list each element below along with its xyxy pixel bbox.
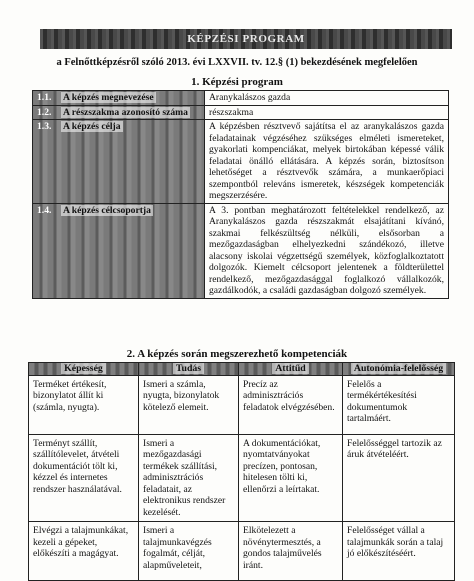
- document-subtitle: a Felnőttképzésről szóló 2013. évi LXXVII. tv. 12.§ (1) bekezdésének megfelelően: [56, 57, 418, 68]
- table-cell: Felelősséggel tartozik az áruk átvételéért.: [343, 434, 455, 522]
- row-key: 1.2. A részszakma azonosító száma: [33, 105, 205, 120]
- row-key: 1.1. A képzés megnevezése: [33, 91, 205, 106]
- header-row: [29, 363, 455, 376]
- row-key: 1.4. A képzés célcsoportja: [33, 203, 205, 298]
- program-table: [32, 90, 449, 299]
- table-row: [33, 91, 449, 106]
- table-row: [33, 203, 449, 298]
- table-cell: Ismeri a mezőgazdasági termékek szállítási, adminisztrációs feladatait, az elektronikus rendszer kezelését.: [139, 434, 239, 522]
- table-row: [33, 120, 449, 204]
- competency-table: [28, 362, 455, 581]
- section2-title: 2. A képzés során megszerezhető kompetenciák: [126, 348, 348, 360]
- table-cell: Terményt szállít, szállítólevelet, átvételi dokumentációt tölt ki, kézzel és internetes rendszer használatával.: [29, 434, 139, 522]
- row-value: A 3. pontban meghatározott feltételekkel rendelkező, az Aranykalászos gazda részszakmát elsajátítani kívánó, szakmai felkészültség nélküli, elsősorban a mezőgazdaságban elhelyezkedni szándékozó, illetve alacsony iskolai végzettségű személyek, közfoglalkoztatott dolgozók. Kiemelt célcsoport jelentenek a földterülettel rendelkező, mezőgazdasággal foglalkozó vállalkozók, gazdálkodók, a családi gazdaságban dolgozó személyek.: [205, 203, 449, 298]
- column-header: Tudás: [139, 363, 239, 376]
- column-header: Autonómia-felelősség: [343, 363, 455, 376]
- banner-title: KÉPZÉSI PROGRAM: [187, 33, 305, 45]
- row-value: Aranykalászos gazda: [205, 91, 449, 106]
- table-cell: Felelős a termékértékesítési dokumentumok tartalmáért.: [343, 375, 455, 434]
- table-cell: Elvégzi a talajmunkákat, kezeli a gépeket, előkészíti a magágyat.: [29, 522, 139, 581]
- table-cell: A dokumentációkat, nyomtatványokat precízen, pontosan, hitelesen tölti ki, ellenőrzi a leírtakat.: [239, 434, 343, 522]
- section1-title: 1. Képzési program: [191, 76, 283, 88]
- table-row: [29, 375, 455, 434]
- table-cell: Felelősséget vállal a talajmunkák során a talaj jó előkészítéséért.: [343, 522, 455, 581]
- table-row: [29, 522, 455, 581]
- table-cell: Ismeri a talajmunkavégzés fogalmát, célját, alapműveleteit,: [139, 522, 239, 581]
- row-value: részszakma: [205, 105, 449, 120]
- row-value: A képzésben résztvevő sajátítsa el az aranykalászos gazda feladatainak végzéséhez szükséges elméleti ismereteket, gyakorlati kompenciákat, melyek birtokában képessé válik feladatai önálló ellátására. A képzés során, biztosítson lehetőséget a résztvevők számára, a munkaerőpiaci szempontból releváns ismeretek, készségek kompetenciák megszerzésére.: [205, 120, 449, 204]
- table-cell: Terméket értékesít, bizonylatot állít ki (számla, nyugta).: [29, 375, 139, 434]
- column-header: Attitűd: [239, 363, 343, 376]
- column-header: Képesség: [29, 363, 139, 376]
- row-key: 1.3. A képzés célja: [33, 120, 205, 204]
- table-cell: Elkötelezett a növénytermesztés, a gondos talajművelés iránt.: [239, 522, 343, 581]
- table-row: [33, 105, 449, 120]
- program-banner: [40, 29, 452, 49]
- table-row: [29, 434, 455, 522]
- table-cell: Ismeri a számla, nyugta, bizonylatok kötelező elemeit.: [139, 375, 239, 434]
- table-cell: Precíz az adminisztrációs feladatok elvégzésében.: [239, 375, 343, 434]
